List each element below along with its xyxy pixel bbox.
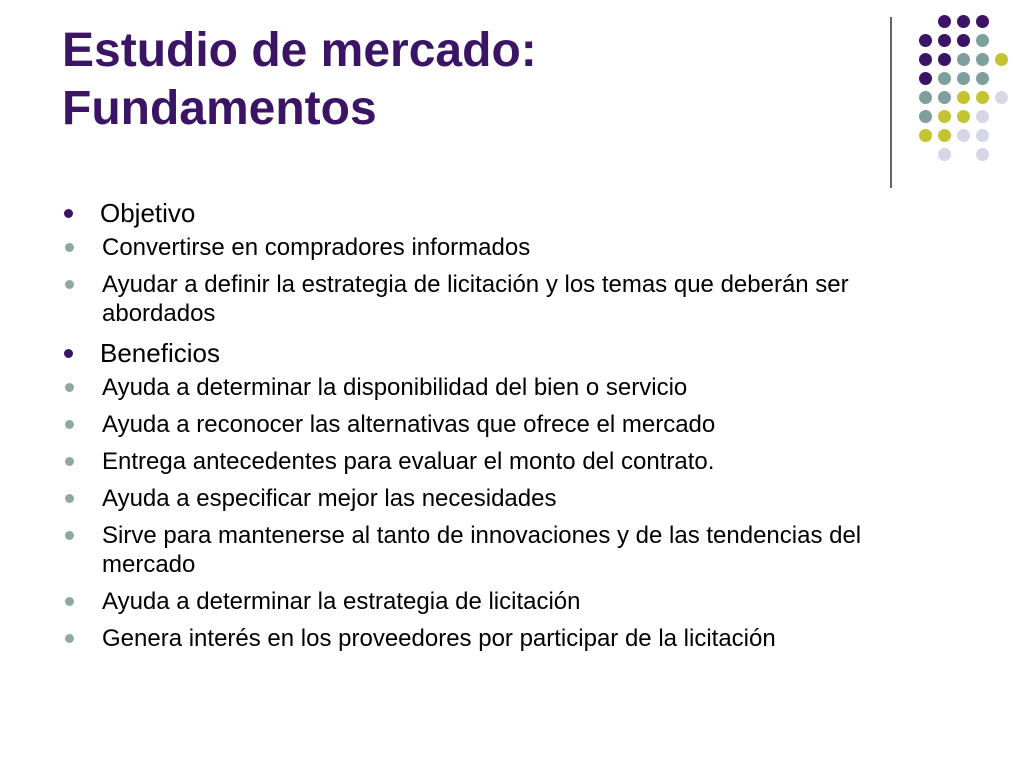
bullet-dot [65,457,74,466]
decorative-dot [919,110,932,123]
decorative-dot [976,72,989,85]
section-beneficios-items [62,373,992,653]
decorative-dot [957,53,970,66]
slide-title-line-2: Fundamentos [62,82,377,135]
decorative-dot [938,34,951,47]
decorative-dot [919,91,932,104]
decorative-dot [976,129,989,142]
decorative-dot [957,15,970,28]
decorative-dot [957,110,970,123]
list-item [62,624,942,653]
list-item-text: Ayuda a especificar mejor las necesidades [102,485,557,512]
bullet-dot [65,243,74,252]
list-item-text: Convertirse en compradores informados [102,234,531,261]
list-item [62,233,862,262]
decorative-dot [938,110,951,123]
decorative-dot [995,91,1008,104]
list-item [62,447,942,476]
list-item-text: Ayuda a determinar la disponibilidad del bien o servicio [102,374,688,401]
bullet-dot [65,494,74,503]
decorative-dot [957,72,970,85]
list-item [62,373,942,402]
decorative-dot [938,91,951,104]
list-item [62,270,862,328]
bullet-dot [65,597,74,606]
bullet-dot [65,383,74,392]
list-item-text: Entrega antecedentes para evaluar el monto del contrato. [102,448,715,475]
list-item [62,587,942,616]
list-item [62,410,942,439]
decorative-dot [957,91,970,104]
bullet-list [62,196,992,653]
decorative-dot [957,129,970,142]
decorative-dot [995,53,1008,66]
slide-title [62,22,842,138]
list-item-text: Genera interés en los proveedores por participar de la licitación [102,625,776,652]
list-item-text: Ayudar a definir la estrategia de licitación y los temas que deberán ser abordados [102,271,849,327]
bullet-dot [65,634,74,643]
list-item-text: Sirve para mantenerse al tanto de innovaciones y de las tendencias del mercado [102,522,862,578]
slide-content [62,196,992,661]
decorative-dot [938,15,951,28]
bullet-dot [64,209,73,218]
section-label: Objetivo [100,198,196,228]
decorative-dot [976,110,989,123]
section-label: Beneficios [100,338,220,368]
decorative-dot [938,53,951,66]
decorative-dot [976,91,989,104]
section-beneficios [62,336,992,370]
bullet-dot [64,349,73,358]
sub-bullet-list [62,233,992,328]
decorative-dot [919,53,932,66]
decorative-dot [938,72,951,85]
bullet-dot [65,280,74,289]
bullet-dot [65,420,74,429]
bullet-dot [65,531,74,540]
decorative-dot [919,72,932,85]
decorative-dot [976,15,989,28]
list-item [62,484,942,513]
slide-title-line-1: Estudio de mercado: [62,24,537,77]
decorative-dot [976,148,989,161]
list-item-text: Ayuda a determinar la estrategia de licitación [102,588,581,615]
section-objetivo [62,196,992,230]
decorative-dot [919,34,932,47]
decorative-dot [976,34,989,47]
decorative-divider [890,17,892,188]
sub-bullet-list [62,373,992,653]
decorative-dot [938,148,951,161]
decorative-dot [919,129,932,142]
decorative-dot [957,34,970,47]
decorative-dot [938,129,951,142]
section-objetivo-items [62,233,992,328]
list-item [62,521,862,579]
decorative-dot [976,53,989,66]
list-item-text: Ayuda a reconocer las alternativas que ofrece el mercado [102,411,716,438]
decorative-dot-grid [900,15,1010,165]
